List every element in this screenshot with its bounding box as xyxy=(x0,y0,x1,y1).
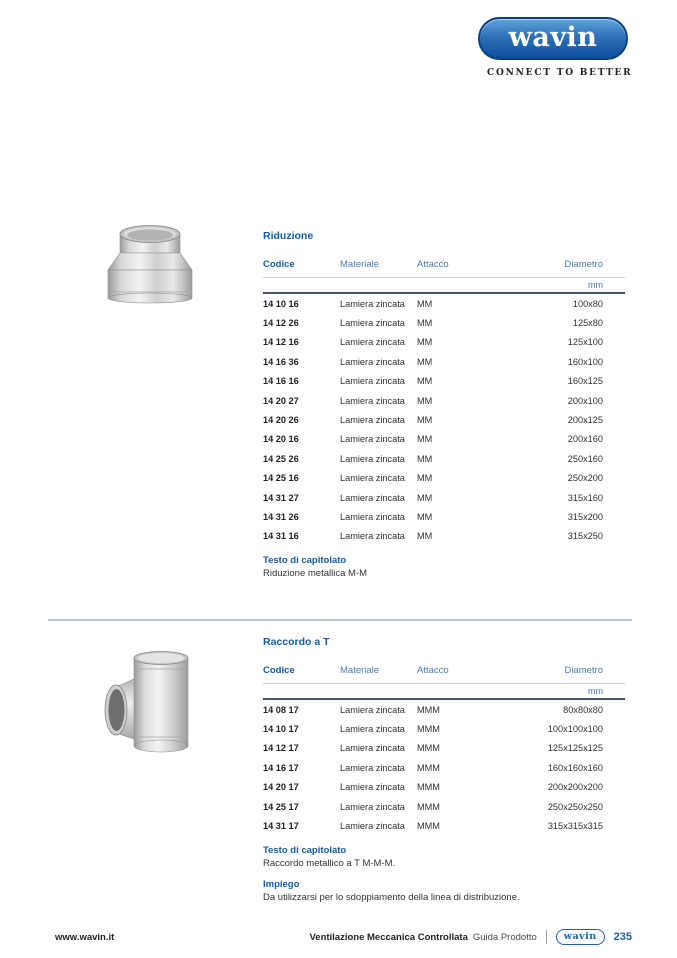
cell-diametro: 315x160 xyxy=(567,492,603,503)
cell-codice: 14 31 17 xyxy=(263,821,299,832)
table-row xyxy=(263,719,625,738)
cell-diametro: 200x160 xyxy=(567,434,603,445)
table-row xyxy=(263,488,625,507)
note-heading: Testo di capitolato xyxy=(263,844,347,856)
cell-materiale: Lamiera zincata xyxy=(340,782,405,793)
cell-codice: 14 08 17 xyxy=(263,704,299,715)
column-header-diametro: Diametro xyxy=(564,665,603,676)
table-row xyxy=(263,294,625,313)
cell-materiale: Lamiera zincata xyxy=(340,801,405,812)
column-header-materiale: Materiale xyxy=(340,259,380,270)
cell-codice: 14 25 17 xyxy=(263,801,299,812)
reducer-illustration xyxy=(104,220,196,306)
cell-attacco: MM xyxy=(417,298,433,309)
section-notes xyxy=(263,555,625,580)
cell-materiale: Lamiera zincata xyxy=(340,724,405,735)
section-riduzione xyxy=(263,230,625,589)
cell-codice: 14 16 16 xyxy=(263,376,299,387)
column-header-codice: Codice xyxy=(263,665,295,676)
section-title: Riduzione xyxy=(263,230,314,242)
cell-attacco: MM xyxy=(417,337,433,348)
section-divider xyxy=(48,619,632,621)
cell-materiale: Lamiera zincata xyxy=(340,473,405,484)
table-row xyxy=(263,700,625,719)
cell-diametro: 315x200 xyxy=(567,511,603,522)
brand-header xyxy=(478,17,633,78)
product-photo-riduzione xyxy=(104,220,196,306)
cell-materiale: Lamiera zincata xyxy=(340,298,405,309)
cell-attacco: MM xyxy=(417,415,433,426)
cell-codice: 14 20 17 xyxy=(263,782,299,793)
unit-label: mm xyxy=(588,686,603,696)
table-header xyxy=(263,664,625,677)
note-body: Da utilizzarsi per lo sdoppiamento della linea di distribuzione. xyxy=(263,891,520,903)
cell-diametro: 315x250 xyxy=(567,531,603,542)
cell-attacco: MM xyxy=(417,453,433,464)
table-riduzione xyxy=(263,294,625,546)
cell-attacco: MM xyxy=(417,356,433,367)
cell-diametro: 315x315x315 xyxy=(547,821,603,832)
cell-attacco: MM xyxy=(417,473,433,484)
cell-codice: 14 12 17 xyxy=(263,743,299,754)
table-row xyxy=(263,739,625,758)
note-block xyxy=(263,845,625,870)
cell-diametro: 200x125 xyxy=(567,415,603,426)
table-row xyxy=(263,758,625,777)
cell-attacco: MM xyxy=(417,511,433,522)
cell-materiale: Lamiera zincata xyxy=(340,704,405,715)
cell-codice: 14 31 16 xyxy=(263,531,299,542)
cell-attacco: MM xyxy=(417,531,433,542)
footer-divider xyxy=(546,930,547,944)
table-row xyxy=(263,372,625,391)
footer-right xyxy=(309,929,632,945)
cell-materiale: Lamiera zincata xyxy=(340,318,405,329)
column-header-attacco: Attacco xyxy=(417,665,449,676)
table-header xyxy=(263,258,625,271)
table-row xyxy=(263,333,625,352)
table-row xyxy=(263,816,625,835)
note-block xyxy=(263,555,625,580)
table-row xyxy=(263,430,625,449)
table-row xyxy=(263,391,625,410)
cell-materiale: Lamiera zincata xyxy=(340,337,405,348)
cell-attacco: MM xyxy=(417,492,433,503)
cell-diametro: 125x125x125 xyxy=(547,743,603,754)
doc-title: Ventilazione Meccanica Controllata xyxy=(309,931,468,943)
cell-diametro: 250x250x250 xyxy=(547,801,603,812)
note-heading: Impiego xyxy=(263,878,300,890)
table-row xyxy=(263,778,625,797)
wavin-footer-logo-text: wavin xyxy=(563,931,597,942)
cell-diametro: 160x160x160 xyxy=(547,762,603,773)
cell-codice: 14 10 16 xyxy=(263,298,299,309)
cell-attacco: MMM xyxy=(417,743,440,754)
note-body: Raccordo metallico a T M-M-M. xyxy=(263,857,396,869)
cell-codice: 14 31 26 xyxy=(263,511,299,522)
cell-codice: 14 12 26 xyxy=(263,318,299,329)
brand-tagline: CONNECT TO BETTER xyxy=(487,68,633,78)
table-row xyxy=(263,449,625,468)
note-block xyxy=(263,879,625,904)
cell-attacco: MMM xyxy=(417,762,440,773)
cell-attacco: MMM xyxy=(417,724,440,735)
column-header-materiale: Materiale xyxy=(340,665,380,676)
doc-subtitle: Guida Prodotto xyxy=(472,931,537,943)
cell-attacco: MM xyxy=(417,376,433,387)
cell-materiale: Lamiera zincata xyxy=(340,453,405,464)
cell-materiale: Lamiera zincata xyxy=(340,376,405,387)
cell-codice: 14 10 17 xyxy=(263,724,299,735)
cell-codice: 14 12 16 xyxy=(263,337,299,348)
column-header-codice: Codice xyxy=(263,259,295,270)
table-row xyxy=(263,410,625,429)
cell-codice: 14 25 16 xyxy=(263,473,299,484)
table-row xyxy=(263,352,625,371)
page-footer xyxy=(55,928,632,946)
cell-diametro: 100x100x100 xyxy=(547,724,603,735)
table-raccordo-a-t xyxy=(263,700,625,836)
cell-diametro: 100x80 xyxy=(572,298,603,309)
cell-materiale: Lamiera zincata xyxy=(340,434,405,445)
table-row xyxy=(263,797,625,816)
table-row xyxy=(263,527,625,546)
cell-diametro: 80x80x80 xyxy=(563,704,603,715)
cell-diametro: 250x160 xyxy=(567,453,603,464)
section-raccordo-a-t xyxy=(263,636,625,913)
cell-materiale: Lamiera zincata xyxy=(340,492,405,503)
cell-attacco: MM xyxy=(417,318,433,329)
cell-materiale: Lamiera zincata xyxy=(340,415,405,426)
cell-attacco: MMM xyxy=(417,821,440,832)
column-header-attacco: Attacco xyxy=(417,259,449,270)
unit-label: mm xyxy=(588,280,603,290)
cell-codice: 14 20 26 xyxy=(263,415,299,426)
website-link[interactable]: www.wavin.it xyxy=(55,931,115,943)
wavin-footer-logo xyxy=(556,929,605,945)
note-heading: Testo di capitolato xyxy=(263,555,347,567)
cell-diametro: 200x100 xyxy=(567,395,603,406)
cell-attacco: MM xyxy=(417,395,433,406)
page-number: 235 xyxy=(613,931,632,943)
cell-diametro: 200x200x200 xyxy=(547,782,603,793)
cell-diametro: 125x80 xyxy=(572,318,603,329)
cell-codice: 14 16 36 xyxy=(263,356,299,367)
cell-diametro: 125x100 xyxy=(567,337,603,348)
cell-diametro: 250x200 xyxy=(567,473,603,484)
cell-materiale: Lamiera zincata xyxy=(340,743,405,754)
section-title: Raccordo a T xyxy=(263,636,330,648)
cell-codice: 14 16 17 xyxy=(263,762,299,773)
cell-diametro: 160x100 xyxy=(567,356,603,367)
note-body: Riduzione metallica M-M xyxy=(263,568,368,580)
cell-materiale: Lamiera zincata xyxy=(340,511,405,522)
cell-codice: 14 20 27 xyxy=(263,395,299,406)
cell-diametro: 160x125 xyxy=(567,376,603,387)
cell-materiale: Lamiera zincata xyxy=(340,531,405,542)
cell-attacco: MMM xyxy=(417,782,440,793)
cell-attacco: MM xyxy=(417,434,433,445)
cell-codice: 14 31 27 xyxy=(263,492,299,503)
cell-attacco: MMM xyxy=(417,801,440,812)
tee-fitting-illustration xyxy=(98,645,206,757)
column-header-diametro: Diametro xyxy=(564,259,603,270)
cell-materiale: Lamiera zincata xyxy=(340,762,405,773)
cell-codice: 14 20 16 xyxy=(263,434,299,445)
cell-materiale: Lamiera zincata xyxy=(340,395,405,406)
product-photo-raccordo-a-t xyxy=(98,645,206,757)
cell-materiale: Lamiera zincata xyxy=(340,821,405,832)
wavin-logo xyxy=(478,17,628,60)
table-row xyxy=(263,507,625,526)
cell-materiale: Lamiera zincata xyxy=(340,356,405,367)
cell-codice: 14 25 26 xyxy=(263,453,299,464)
table-row xyxy=(263,313,625,332)
table-row xyxy=(263,469,625,488)
section-notes xyxy=(263,845,625,904)
wavin-logo-text: wavin xyxy=(508,21,598,53)
cell-attacco: MMM xyxy=(417,704,440,715)
